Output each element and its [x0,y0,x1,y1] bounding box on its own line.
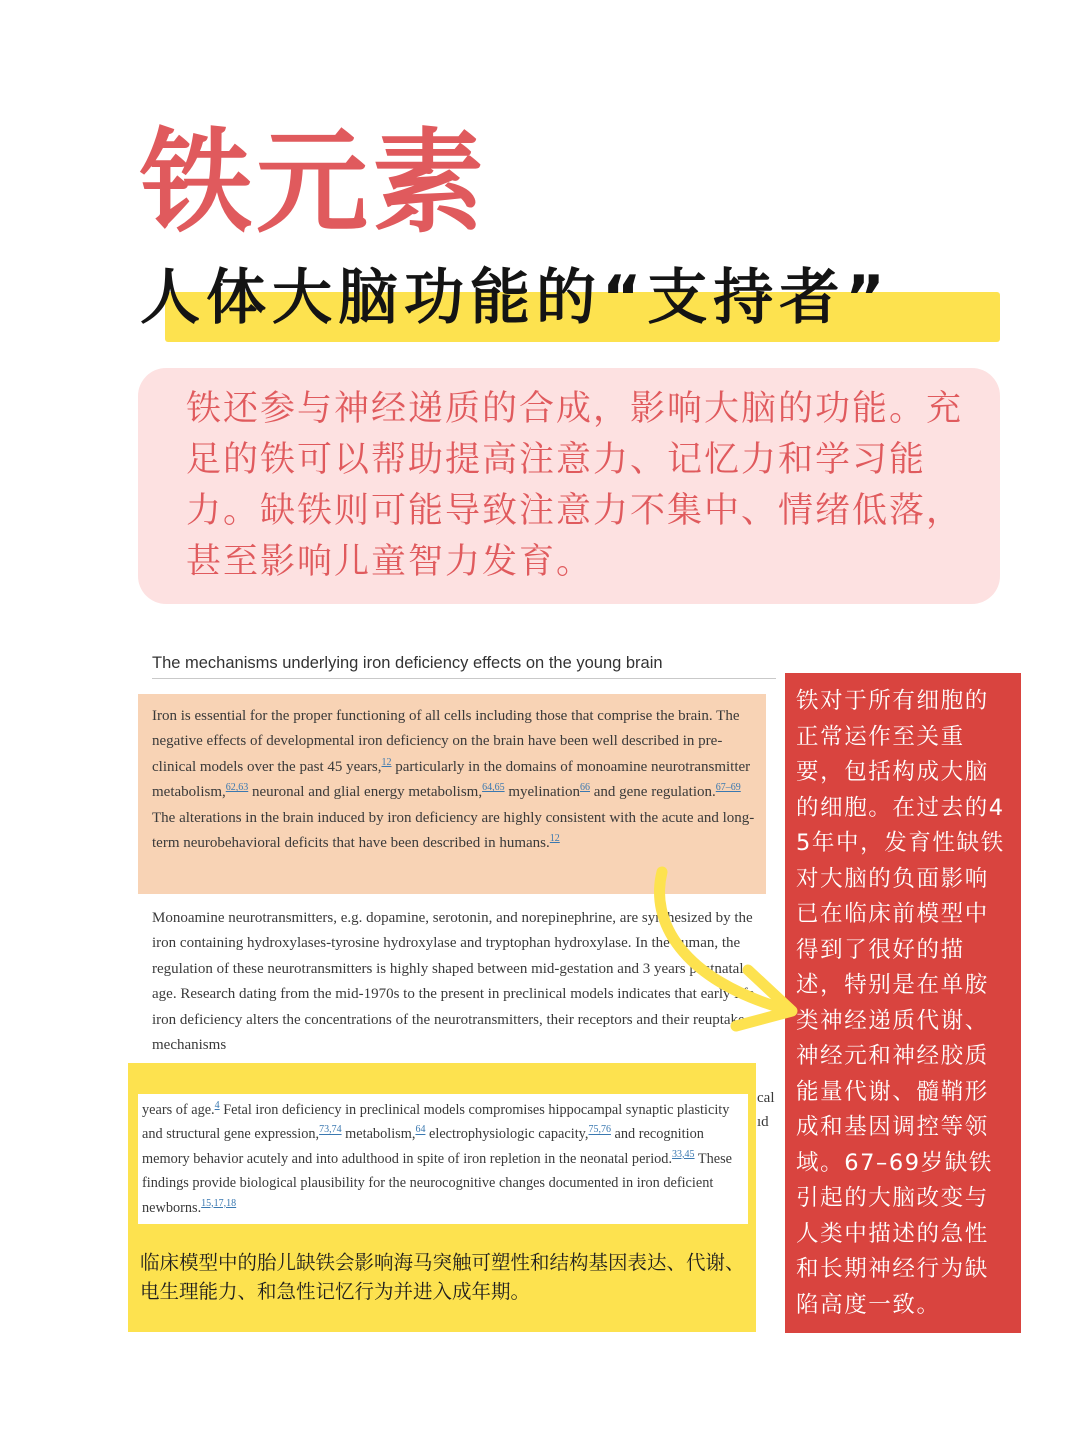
text-fragment: cal [757,1090,775,1106]
paper-paragraph-2: Monoamine neurotransmitters, e.g. dopamine, serotonin, and norepinephrine, are synthesized by the iron containing hydroxylases-tyrosine hydroxylase and tryptophan hydroxylase. In the human, the regulation of these neurotransmitters is highly shaped between mid-gestation and 3 years postnatal age. Research dating from the mid-1970s to the present in preclinical models indicates that early life iron deficiency alters the concentrations of the neurotransmitters, their receptors and their reuptake mechanisms [152,910,755,1054]
page-subtitle: 人体大脑功能的“支持者” [140,263,891,333]
page-title: 铁元素 [140,118,488,248]
reference-link[interactable]: 12 [381,756,392,768]
reference-link[interactable]: 15,17,18 [201,1197,237,1209]
text-fragment: ıd [757,1114,769,1130]
translation-text: 铁对于所有细胞的正常运作至关重要，包括构成大脑的细胞。在过去的45年中，发育性缺铁对大脑的负面影响已在临床前模型中得到了很好的描述，特别是在单胺类神经递质代谢、神经元和神经胶质能量代谢、髓鞘形成和基因调控等领域。67–69岁缺铁引起的大脑改变与人类中描述的急性和长期神经行为缺陷高度一致。 [796,688,1005,1318]
paper-paragraph-3: years of age.$^4$ Fetal iron deficiency in preclinical models compromises hippocampal synaptic plasticity and structural gene expression,$^{73,74}$ metabolism,$^{64}$ electrophysiologic capacity,$^{75,76}$ and recognition memory behavior acutely and into adulthood in spite of iron repletion in the neonatal period.$^{33,45}$ These findings provide biological plausibility for the neurocognitive changes documented in iron deficient newborns.$^{15,17,18}$ [142,1100,732,1216]
reference-link[interactable]: 62,63 [225,782,249,794]
curved-arrow-icon [640,860,820,1040]
paper-paragraph-1: Iron is essential for the proper functioning of all cells including those that comprise the brain. The negative effects of developmental iron deficiency on the brain have been well described in pre-clinical models over the past 45 years,$^{12}$ particularly in the domains of monoamine neurotransmitter metabolism,$^{62,63}$ neuronal and glial energy metabolism,$^{64,65}$ myelination$^{66}$ and gene regulation.$^{67-69}$ The alterations in the brain induced by iron deficiency are highly consistent with the acute and long-term neurobehavioral deficits that have been described in humans.$^{12}$ [152,708,755,852]
reference-link[interactable]: 73,74 [319,1124,342,1136]
reference-link[interactable]: 33,45 [672,1149,695,1161]
reference-link[interactable]: 4 [214,1100,220,1112]
reference-link[interactable]: 64,65 [482,782,505,794]
reference-link[interactable]: 64 [415,1124,426,1136]
reference-link[interactable]: 12 [549,833,560,845]
heading-divider [152,678,776,679]
paper-section-heading: The mechanisms underlying iron deficiency effects on the young brain [152,654,663,672]
yellow-caption: 临床模型中的胎儿缺铁会影响海马突触可塑性和结构基因表达、代谢、电生理能力、和急性记忆行为并进入成年期。 [140,1251,745,1303]
reference-link[interactable]: 66 [579,782,590,794]
intro-text: 铁还参与神经递质的合成，影响大脑的功能。充足的铁可以帮助提高注意力、记忆力和学习能力。缺铁则可能导致注意力不集中、情绪低落，甚至影响儿童智力发育。 [186,389,964,582]
reference-link[interactable]: 67–69 [715,782,741,794]
reference-link[interactable]: 75,76 [588,1124,611,1136]
